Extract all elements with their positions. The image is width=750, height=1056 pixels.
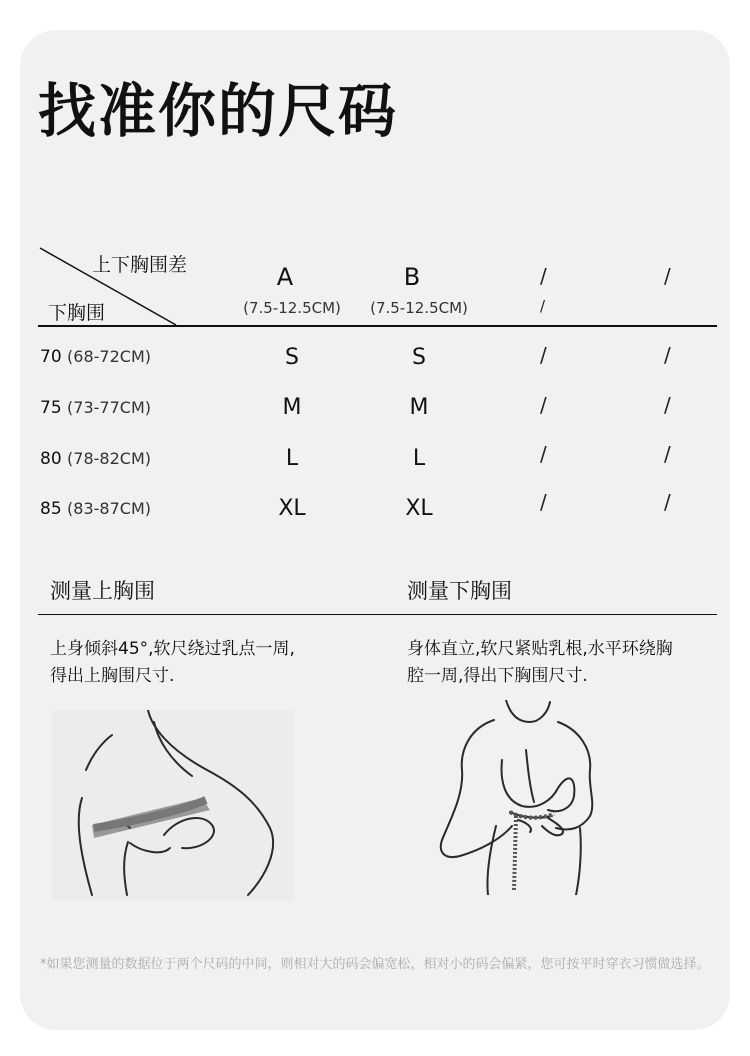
- col-header-4: /: [664, 264, 671, 288]
- col-header-b: B: [403, 263, 421, 291]
- cell-75-a: M: [282, 395, 302, 420]
- upper-bust-desc-line1: 上身倾斜45°,软尺绕过乳点一周,: [50, 639, 295, 659]
- cell-85-b: XL: [405, 496, 433, 521]
- cell-70-c4: /: [664, 343, 671, 367]
- corner-label-diff: 上下胸围差: [92, 254, 188, 276]
- cell-85-a: XL: [278, 496, 306, 521]
- col-range-3: /: [540, 297, 546, 315]
- cell-75-c4: /: [664, 393, 671, 417]
- cell-80-b: L: [412, 446, 426, 471]
- col-header-3: /: [540, 264, 547, 288]
- cell-70-b: S: [412, 345, 426, 370]
- band-range: (68-72CM): [67, 347, 151, 366]
- table-header-divider: [38, 325, 717, 327]
- band-value: 75: [40, 398, 62, 418]
- cell-80-a: L: [285, 446, 299, 471]
- col-header-a: A: [276, 263, 294, 291]
- band-value: 80: [40, 449, 62, 469]
- band-range: (83-87CM): [67, 499, 151, 518]
- band-range: (78-82CM): [67, 449, 151, 468]
- upper-bust-illustration: [52, 710, 294, 900]
- upper-bust-title: 测量上胸围: [50, 579, 155, 603]
- row-label-80: [40, 449, 151, 469]
- cell-70-a: S: [285, 345, 299, 370]
- footnote: *如果您测量的数据位于两个尺码的中间，则相对大的码会偏宽松，相对小的码会偏紧，您可按平时穿衣习惯做选择。: [40, 957, 710, 972]
- band-value: 70: [40, 347, 62, 367]
- cell-80-c3: /: [540, 442, 547, 466]
- lower-bust-illustration: [430, 700, 610, 895]
- band-value: 85: [40, 499, 62, 519]
- col-range-b: (7.5-12.5CM): [370, 299, 468, 317]
- row-label-75: [40, 398, 151, 418]
- cell-75-c3: /: [540, 393, 547, 417]
- lower-bust-title: 测量下胸围: [407, 579, 512, 603]
- row-label-85: [40, 499, 151, 519]
- cell-80-c4: /: [664, 442, 671, 466]
- cell-75-b: M: [409, 395, 429, 420]
- lower-bust-desc-line1: 身体直立,软尺紧贴乳根,水平环绕胸: [407, 639, 673, 659]
- col-range-a: (7.5-12.5CM): [243, 299, 341, 317]
- cell-85-c4: /: [664, 490, 671, 514]
- row-label-70: [40, 347, 151, 367]
- band-range: (73-77CM): [67, 398, 151, 417]
- lower-bust-desc-line2: 腔一周,得出下胸围尺寸.: [407, 666, 588, 686]
- upper-bust-desc-line2: 得出上胸围尺寸.: [50, 666, 175, 686]
- cell-85-c3: /: [540, 490, 547, 514]
- corner-label-underbust: 下胸围: [48, 302, 106, 324]
- page-title: 找准你的尺码: [38, 77, 399, 145]
- cell-70-c3: /: [540, 343, 547, 367]
- section-divider: [38, 614, 717, 615]
